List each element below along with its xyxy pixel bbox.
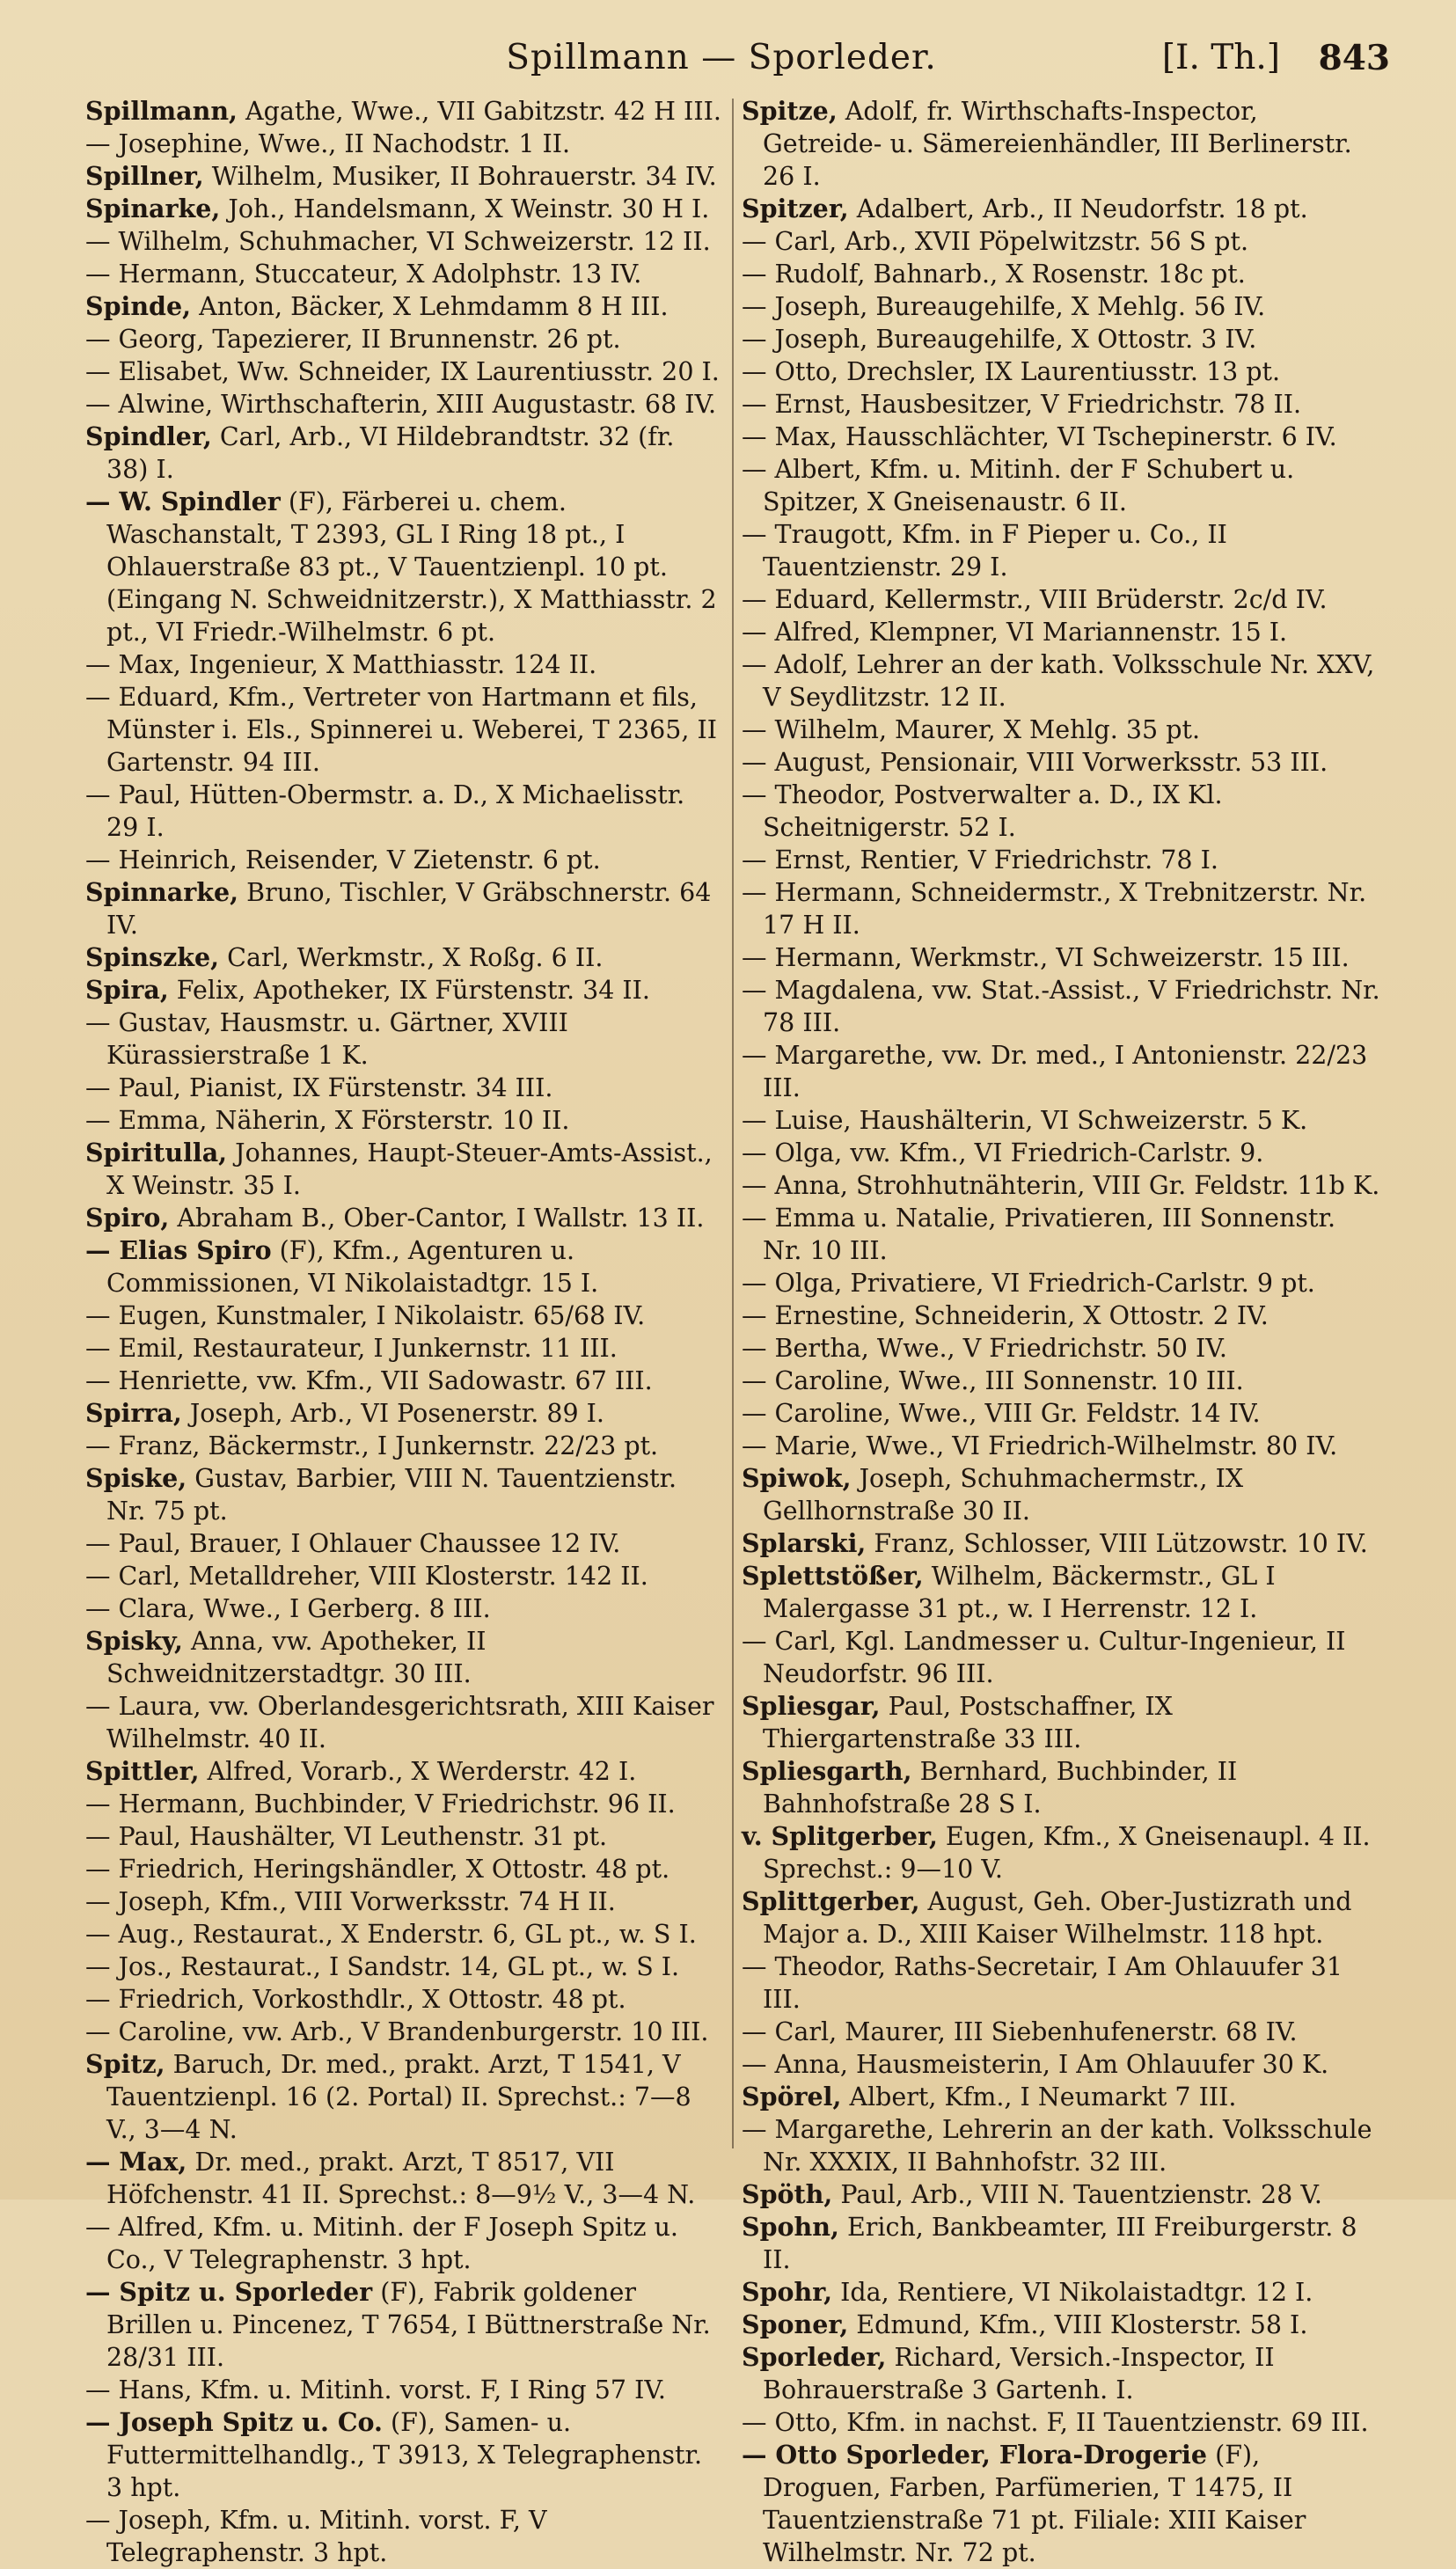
directory-entry xyxy=(742,2341,1381,2406)
entry-surname: Spinnarke, xyxy=(85,877,239,907)
entry-details: — Carl, Metalldreher, VIII Klosterstr. 142 II. xyxy=(85,1562,648,1591)
entry-details: Abraham B., Ober-Cantor, I Wallstr. 13 II. xyxy=(169,1204,705,1233)
directory-entry xyxy=(85,1755,723,1788)
directory-entry xyxy=(742,941,1381,974)
directory-entry xyxy=(85,844,723,876)
entry-details: — Anna, Strohhutnähterin, VIII Gr. Feldstr. 11b K. xyxy=(742,1171,1380,1200)
directory-entry xyxy=(85,876,723,941)
entry-details: — Hermann, Schneidermstr., X Trebnitzerstr. Nr. 17 H II. xyxy=(742,878,1367,940)
left-column xyxy=(85,95,723,2569)
directory-entry xyxy=(85,290,723,323)
entry-surname: Spiro, xyxy=(85,1203,170,1233)
directory-entry xyxy=(85,1853,723,1885)
entry-surname: — Max, xyxy=(85,2147,187,2177)
directory-entry xyxy=(742,1267,1381,1299)
directory-entry xyxy=(85,388,723,421)
entry-details: (F), Kfm., Agenturen u. Commissionen, VI Nikolaistadtgr. 15 I. xyxy=(106,1236,599,1298)
entry-surname: Spliesgar, xyxy=(742,1691,881,1721)
entry-surname: — W. Spindler xyxy=(85,487,281,516)
directory-entry xyxy=(742,95,1381,193)
directory-entry xyxy=(742,1625,1381,1690)
directory-entry xyxy=(85,2016,723,2048)
entry-surname: Spinde, xyxy=(85,291,192,321)
directory-entry xyxy=(85,1918,723,1951)
directory-entry xyxy=(742,1299,1381,1332)
entry-details: Ida, Rentiere, VI Nikolaistadtgr. 12 I. xyxy=(832,2278,1313,2307)
entry-details: — Eduard, Kfm., Vertreter von Hartmann et fils, Münster i. Els., Spinnerei u. Weberei, T 2365, II Gartenstr. 94 III. xyxy=(85,683,717,777)
entry-surname: — Otto Sporleder, Flora-Drogerie xyxy=(742,2440,1208,2470)
directory-entry xyxy=(742,2081,1381,2113)
directory-entry xyxy=(85,1072,723,1104)
entry-details: — Paul, Hütten-Obermstr. a. D., X Michaelisstr. 29 I. xyxy=(85,780,685,842)
entry-details: — Franz, Bäckermstr., I Junkernstr. 22/23 pt. xyxy=(85,1431,659,1460)
entry-surname: Sporleder, xyxy=(742,2342,887,2372)
directory-entry xyxy=(742,648,1381,714)
entry-details: — Caroline, Wwe., III Sonnenstr. 10 III. xyxy=(742,1366,1244,1395)
directory-entry xyxy=(742,2276,1381,2309)
entry-details: (F), Fabrik goldener Brillen u. Pincenez, T 7654, I Büttnerstraße Nr. 28/31 III. xyxy=(106,2278,711,2372)
directory-entry xyxy=(85,95,723,128)
entry-details: Edmund, Kfm., VIII Klosterstr. 58 I. xyxy=(848,2310,1308,2339)
directory-entry xyxy=(742,1462,1381,1527)
directory-entry xyxy=(85,1104,723,1137)
entry-details: — Olga, vw. Kfm., VI Friedrich-Carlstr. 9. xyxy=(742,1138,1264,1167)
entry-details: — Josephine, Wwe., II Nachodstr. 1 II. xyxy=(85,129,571,158)
entry-details: Agathe, Wwe., VII Gabitzstr. 42 H III. xyxy=(237,97,721,126)
directory-entry xyxy=(85,160,723,193)
entry-details: — Henriette, vw. Kfm., VII Sadowastr. 67 III. xyxy=(85,1366,653,1395)
directory-entry xyxy=(742,2048,1381,2081)
entry-surname: Spisky, xyxy=(85,1626,183,1656)
entry-details: — Aug., Restaurat., X Enderstr. 6, GL pt., w. S I. xyxy=(85,1920,697,1949)
entry-details: — Albert, Kfm. u. Mitinh. der F Schubert u. Spitzer, X Gneisenaustr. 6 II. xyxy=(742,455,1295,516)
entry-details: Felix, Apotheker, IX Fürstenstr. 34 II. xyxy=(168,976,650,1005)
entry-details: — Hermann, Buchbinder, V Friedrichstr. 96 II. xyxy=(85,1790,676,1819)
directory-entry xyxy=(742,1690,1381,1755)
entry-details: August, Geh. Ober-Justizrath und Major a. D., XIII Kaiser Wilhelmstr. 118 hpt. xyxy=(763,1887,1352,1949)
directory-entry xyxy=(742,1397,1381,1430)
entry-details: — Carl, Arb., XVII Pöpelwitzstr. 56 S pt. xyxy=(742,227,1249,256)
entry-details: Albert, Kfm., I Neumarkt 7 III. xyxy=(841,2082,1237,2112)
directory-entry xyxy=(742,1951,1381,2016)
directory-entry xyxy=(742,225,1381,258)
directory-entry xyxy=(85,2374,723,2406)
entry-details: — Friedrich, Vorkosthdlr., X Ottostr. 48 pt. xyxy=(85,1985,626,2014)
directory-entry xyxy=(742,1104,1381,1137)
entry-details: Adolf, fr. Wirthschafts-Inspector, Getreide- u. Sämereienhändler, III Berlinerstr. 26 I. xyxy=(763,97,1352,191)
entry-details: — Joseph, Bureaugehilfe, X Mehlg. 56 IV. xyxy=(742,292,1266,321)
entry-surname: — Spitz u. Sporleder xyxy=(85,2277,373,2307)
entry-details: — Carl, Kgl. Landmesser u. Cultur-Ingenieur, II Neudorfstr. 96 III. xyxy=(742,1627,1346,1688)
directory-entry xyxy=(742,453,1381,518)
entry-details: — Olga, Privatiere, VI Friedrich-Carlstr. 9 pt. xyxy=(742,1269,1315,1298)
directory-entry xyxy=(742,2178,1381,2211)
entry-details: (F), Färberei u. chem. Waschanstalt, T 2393, GL I Ring 18 pt., I Ohlauerstraße 83 pt., V Tauentzienpl. 10 pt. (Eingang N. Schweidnitzerstr.), X Matthiasstr. 2 pt., VI Friedr.-Wilhelmstr. 6 pt. xyxy=(106,487,717,647)
entry-details: Adalbert, Arb., II Neudorfstr. 18 pt. xyxy=(848,194,1308,223)
directory-entry xyxy=(742,746,1381,779)
right-column xyxy=(742,95,1381,2569)
entry-details: — Jos., Restaurat., I Sandstr. 14, GL pt., w. S I. xyxy=(85,1952,680,1981)
entry-details: — Ernst, Rentier, V Friedrichstr. 78 I. xyxy=(742,845,1218,875)
entry-surname: Spittler, xyxy=(85,1756,200,1786)
entry-details: Joseph, Arb., VI Posenerstr. 89 I. xyxy=(181,1399,604,1428)
directory-entry xyxy=(85,486,723,648)
entry-surname: — Elias Spiro xyxy=(85,1235,272,1265)
entry-details: — Emil, Restaurateur, I Junkernstr. 11 III. xyxy=(85,1334,618,1363)
entry-details: — Rudolf, Bahnarb., X Rosenstr. 18c pt. xyxy=(742,260,1246,289)
directory-entry xyxy=(742,779,1381,844)
directory-entry xyxy=(85,1690,723,1755)
directory-entry xyxy=(85,1365,723,1397)
entry-surname: Splarski, xyxy=(742,1528,867,1558)
entry-details: — Max, Hausschlächter, VI Tschepinerstr. 6 IV. xyxy=(742,422,1337,451)
entry-surname: Spinarke, xyxy=(85,194,221,223)
entry-details: — Margarethe, vw. Dr. med., I Antonienstr. 22/23 III. xyxy=(742,1041,1368,1102)
entry-details: Bernhard, Buchbinder, II Bahnhofstraße 28 S I. xyxy=(763,1757,1238,1819)
entry-details: — Margarethe, Lehrerin an der kath. Volksschule Nr. XXXIX, II Bahnhofstr. 32 III. xyxy=(742,2115,1372,2177)
directory-entry xyxy=(742,193,1381,225)
entry-details: — Anna, Hausmeisterin, I Am Ohlauufer 30 K. xyxy=(742,2050,1329,2079)
entry-surname: Spohr, xyxy=(742,2277,833,2307)
directory-entry xyxy=(742,258,1381,290)
directory-entry xyxy=(85,1234,723,1299)
directory-entry xyxy=(85,2211,723,2276)
directory-entry xyxy=(85,128,723,160)
directory-entry xyxy=(742,1820,1381,1885)
page-number: 843 xyxy=(1318,38,1390,78)
directory-entry xyxy=(85,1137,723,1202)
entry-details: — Eugen, Kunstmaler, I Nikolaistr. 65/68 IV. xyxy=(85,1301,646,1330)
entry-details: — Adolf, Lehrer an der kath. Volksschule Nr. XXV, V Seydlitzstr. 12 II. xyxy=(742,650,1375,712)
entry-details: — Wilhelm, Maurer, X Mehlg. 35 pt. xyxy=(742,715,1201,744)
directory-entry xyxy=(85,2048,723,2146)
directory-entry xyxy=(85,1430,723,1462)
entry-surname: Spillmann, xyxy=(85,96,238,126)
entry-details: — Traugott, Kfm. in F Pieper u. Co., II Tauentzienstr. 29 I. xyxy=(742,520,1227,582)
directory-entry xyxy=(742,2439,1381,2569)
entry-details: — Caroline, vw. Arb., V Brandenburgerstr. 10 III. xyxy=(85,2017,709,2046)
directory-entry xyxy=(742,1137,1381,1169)
directory-entry xyxy=(85,681,723,779)
entry-details: Franz, Schlosser, VIII Lützowstr. 10 IV. xyxy=(866,1529,1368,1558)
entry-details: Paul, Postschaffner, IX Thiergartenstraße 33 III. xyxy=(763,1692,1173,1753)
directory-entry xyxy=(85,1202,723,1234)
entry-details: — Theodor, Raths-Secretair, I Am Ohlauufer 31 III. xyxy=(742,1952,1343,2014)
entry-details: — Clara, Wwe., I Gerberg. 8 III. xyxy=(85,1594,491,1623)
entry-details: (F), Samen- u. Futtermittelhandlg., T 3913, X Telegraphenstr. 3 hpt. xyxy=(106,2408,703,2502)
entry-details: — Gustav, Hausmstr. u. Gärtner, XVIII Kürassierstraße 1 K. xyxy=(85,1008,568,1070)
directory-entry xyxy=(742,323,1381,355)
entry-details: — Luise, Haushälterin, VI Schweizerstr. 5 K. xyxy=(742,1106,1308,1135)
directory-entry xyxy=(85,1788,723,1820)
entry-details: Johannes, Haupt-Steuer-Amts-Assist., X Weinstr. 35 I. xyxy=(106,1138,713,1200)
entry-surname: Spohn, xyxy=(742,2212,839,2242)
directory-entry xyxy=(85,323,723,355)
directory-entry xyxy=(742,1365,1381,1397)
entry-surname: Spiske, xyxy=(85,1463,187,1493)
page-title: Spillmann — Sporleder. xyxy=(506,38,937,77)
entry-surname: Spiwok, xyxy=(742,1463,852,1493)
entry-details: Dr. med., prakt. Arzt, T 8517, VII Höfchenstr. 41 II. Sprechst.: 8—9½ V., 3—4 N. xyxy=(106,2148,696,2209)
directory-entry xyxy=(85,1625,723,1690)
directory-entry xyxy=(742,1332,1381,1365)
entry-details: Carl, Werkmstr., X Roßg. 6 II. xyxy=(219,943,604,972)
directory-entry xyxy=(742,1039,1381,1104)
entry-details: — Carl, Maurer, III Siebenhufenerstr. 68 IV. xyxy=(742,2017,1298,2046)
entry-details: — Friedrich, Heringshändler, X Ottostr. 48 pt. xyxy=(85,1855,670,1884)
entry-details: Wilhelm, Bäckermstr., GL I Malergasse 31 pt., w. I Herrenstr. 12 I. xyxy=(763,1562,1276,1623)
entry-surname: Splittgerber, xyxy=(742,1886,920,1916)
entry-surname: Spöth, xyxy=(742,2179,833,2209)
directory-entry xyxy=(85,421,723,486)
entry-details: — August, Pensionair, VIII Vorwerksstr. 53 III. xyxy=(742,748,1328,777)
directory-entry xyxy=(742,1169,1381,1202)
entry-details: — Ernst, Hausbesitzer, V Friedrichstr. 78 II. xyxy=(742,390,1302,419)
entry-details: Erich, Bankbeamter, III Freiburgerstr. 8 II. xyxy=(763,2213,1357,2274)
directory-entry xyxy=(85,193,723,225)
directory-entry xyxy=(742,2016,1381,2048)
entry-details: — Alfred, Kfm. u. Mitinh. der F Joseph Spitz u. Co., V Telegraphenstr. 3 hpt. xyxy=(85,2213,678,2274)
entry-details: — Heinrich, Reisender, V Zietenstr. 6 pt. xyxy=(85,845,601,875)
entry-surname: Spira, xyxy=(85,975,169,1005)
column-divider xyxy=(732,99,734,2148)
entry-surname: Spliesgarth, xyxy=(742,1756,912,1786)
entry-details: Gustav, Barbier, VIII N. Tauentzienstr. Nr. 75 pt. xyxy=(106,1464,677,1526)
entry-details: — Marie, Wwe., VI Friedrich-Wilhelmstr. 80 IV. xyxy=(742,1431,1338,1460)
directory-entry xyxy=(85,974,723,1006)
directory-entry xyxy=(742,2309,1381,2341)
entry-details: — Hans, Kfm. u. Mitinh. vorst. F, I Ring 57 IV. xyxy=(85,2375,666,2404)
entry-details: — Alfred, Klempner, VI Mariannenstr. 15 I. xyxy=(742,618,1288,647)
directory-entry xyxy=(742,844,1381,876)
directory-entry xyxy=(85,225,723,258)
directory-entry xyxy=(742,1527,1381,1560)
directory-entry xyxy=(742,388,1381,421)
entry-details: — Emma, Näherin, X Försterstr. 10 II. xyxy=(85,1106,570,1135)
directory-entry xyxy=(85,355,723,388)
entry-details: Alfred, Vorarb., X Werderstr. 42 I. xyxy=(199,1757,637,1786)
directory-entry xyxy=(85,1560,723,1592)
entry-details: Joseph, Schuhmachermstr., IX Gellhornstraße 30 II. xyxy=(763,1464,1244,1526)
entry-surname: Splettstößer, xyxy=(742,1561,924,1591)
entry-details: Richard, Versich.-Inspector, II Bohrauerstraße 3 Gartenh. I. xyxy=(763,2343,1275,2404)
entry-details: — Wilhelm, Schuhmacher, VI Schweizerstr. 12 II. xyxy=(85,227,711,256)
entry-surname: Spitze, xyxy=(742,96,838,126)
directory-entry xyxy=(85,1332,723,1365)
entry-details: — Ernestine, Schneiderin, X Ottostr. 2 IV. xyxy=(742,1301,1269,1330)
directory-entry xyxy=(85,2504,723,2569)
directory-entry xyxy=(742,1202,1381,1267)
directory-entry xyxy=(85,941,723,974)
entry-details: — Paul, Pianist, IX Fürstenstr. 34 III. xyxy=(85,1073,553,1102)
entry-details: Joh., Handelsmann, X Weinstr. 30 H I. xyxy=(220,194,710,223)
entry-details: — Hermann, Stuccateur, X Adolphstr. 13 IV. xyxy=(85,260,642,289)
entry-details: — Elisabet, Ww. Schneider, IX Laurentiusstr. 20 I. xyxy=(85,357,720,386)
directory-entry xyxy=(742,974,1381,1039)
directory-entry xyxy=(85,1820,723,1853)
entry-details: — Joseph, Kfm. u. Mitinh. vorst. F, V Telegraphenstr. 3 hpt. xyxy=(85,2506,547,2567)
entry-details: — Theodor, Postverwalter a. D., IX Kl. Scheitnigerstr. 52 I. xyxy=(742,780,1223,842)
volume-part: [I. Th.] xyxy=(1161,38,1280,77)
directory-entry xyxy=(742,290,1381,323)
entry-details: Baruch, Dr. med., prakt. Arzt, T 1541, V Tauentzienpl. 16 (2. Portal) II. Sprechst.: 7—8 V., 3—4 N. xyxy=(106,2050,691,2144)
directory-entry xyxy=(85,1885,723,1918)
directory-entry xyxy=(85,1299,723,1332)
directory-entry xyxy=(85,2406,723,2504)
directory-entry xyxy=(85,1951,723,1983)
entry-details: Anton, Bäcker, X Lehmdamm 8 H III. xyxy=(191,292,669,321)
directory-entry xyxy=(742,2113,1381,2178)
entry-surname: Spitz, xyxy=(85,2049,165,2079)
entry-surname: Spirra, xyxy=(85,1398,182,1428)
entry-details: — Laura, vw. Oberlandesgerichtsrath, XIII Kaiser Wilhelmstr. 40 II. xyxy=(85,1692,714,1753)
entry-surname: Spiritulla, xyxy=(85,1138,228,1167)
directory-entry xyxy=(85,1462,723,1527)
directory-entry xyxy=(742,583,1381,616)
entry-details: Bruno, Tischler, V Gräbschnerstr. 64 IV. xyxy=(106,878,712,940)
entry-details: — Paul, Brauer, I Ohlauer Chaussee 12 IV. xyxy=(85,1529,621,1558)
directory-entry xyxy=(742,1885,1381,1951)
directory-entry xyxy=(742,1560,1381,1625)
entry-surname: Sponer, xyxy=(742,2309,849,2339)
directory-entry xyxy=(85,258,723,290)
entry-surname: Spitzer, xyxy=(742,194,849,223)
directory-entry xyxy=(85,1592,723,1625)
entry-details: Carl, Arb., VI Hildebrandtstr. 32 (fr. 38) I. xyxy=(106,422,675,484)
entry-surname: v. Splitgerber, xyxy=(742,1821,938,1851)
directory-entry xyxy=(85,1527,723,1560)
entry-details: — Max, Ingenieur, X Matthiasstr. 124 II. xyxy=(85,650,597,679)
entry-details: — Otto, Drechsler, IX Laurentiusstr. 13 pt. xyxy=(742,357,1281,386)
entry-details: — Otto, Kfm. in nachst. F, II Tauentzienstr. 69 III. xyxy=(742,2408,1369,2437)
directory-entry xyxy=(85,1397,723,1430)
directory-entry xyxy=(85,1983,723,2016)
entry-details: — Joseph, Kfm., VIII Vorwerksstr. 74 H II. xyxy=(85,1887,616,1916)
entry-surname: Spindler, xyxy=(85,421,212,451)
directory-entry xyxy=(742,714,1381,746)
entry-details: Anna, vw. Apotheker, II Schweidnitzerstadtgr. 30 III. xyxy=(106,1627,487,1688)
entry-details: — Emma u. Natalie, Privatieren, III Sonnenstr. Nr. 10 III. xyxy=(742,1204,1336,1265)
directory-entry xyxy=(85,779,723,844)
directory-entry xyxy=(742,518,1381,583)
page-header xyxy=(53,35,1390,81)
directory-entry xyxy=(742,2406,1381,2439)
directory-entry xyxy=(742,2211,1381,2276)
entry-details: — Magdalena, vw. Stat.-Assist., V Friedrichstr. Nr. 78 III. xyxy=(742,976,1380,1037)
entry-details: — Georg, Tapezierer, II Brunnenstr. 26 pt. xyxy=(85,325,621,354)
directory-entry xyxy=(742,1430,1381,1462)
entry-details: Eugen, Kfm., X Gneisenaupl. 4 II. Sprechst.: 9—10 V. xyxy=(763,1822,1371,1884)
entry-details: Paul, Arb., VIII N. Tauentzienstr. 28 V. xyxy=(832,2180,1322,2209)
entry-details: — Hermann, Werkmstr., VI Schweizerstr. 15 III. xyxy=(742,943,1350,972)
entry-details: — Bertha, Wwe., V Friedrichstr. 50 IV. xyxy=(742,1334,1227,1363)
entry-details: — Alwine, Wirthschafterin, XIII Augustastr. 68 IV. xyxy=(85,390,717,419)
directory-entry xyxy=(85,1006,723,1072)
entry-surname: — Joseph Spitz u. Co. xyxy=(85,2407,383,2437)
directory-entry xyxy=(742,616,1381,648)
directory-entry xyxy=(742,1755,1381,1820)
entry-details: (F), Droguen, Farben, Parfümerien, T 1475, II Tauentzienstraße 71 pt. Filiale: XIII Kaiser Wilhelmstr. Nr. 72 pt. xyxy=(763,2441,1306,2567)
entry-surname: Spinszke, xyxy=(85,942,220,972)
directory-entry xyxy=(742,876,1381,941)
entry-details: — Joseph, Bureaugehilfe, X Ottostr. 3 IV. xyxy=(742,325,1257,354)
entry-details: — Eduard, Kellermstr., VIII Brüderstr. 2c/d IV. xyxy=(742,585,1328,614)
directory-entry xyxy=(85,2146,723,2211)
entry-surname: Spörel, xyxy=(742,2082,842,2112)
entry-surname: Spillner, xyxy=(85,161,204,191)
entry-details: — Caroline, Wwe., VIII Gr. Feldstr. 14 IV. xyxy=(742,1399,1261,1428)
entry-details: Wilhelm, Musiker, II Bohrauerstr. 34 IV. xyxy=(203,162,717,191)
directory-entry xyxy=(85,2276,723,2374)
directory-entry xyxy=(742,421,1381,453)
entry-details: — Paul, Haushälter, VI Leuthenstr. 31 pt. xyxy=(85,1822,608,1851)
directory-entry xyxy=(742,355,1381,388)
directory-entry xyxy=(85,648,723,681)
